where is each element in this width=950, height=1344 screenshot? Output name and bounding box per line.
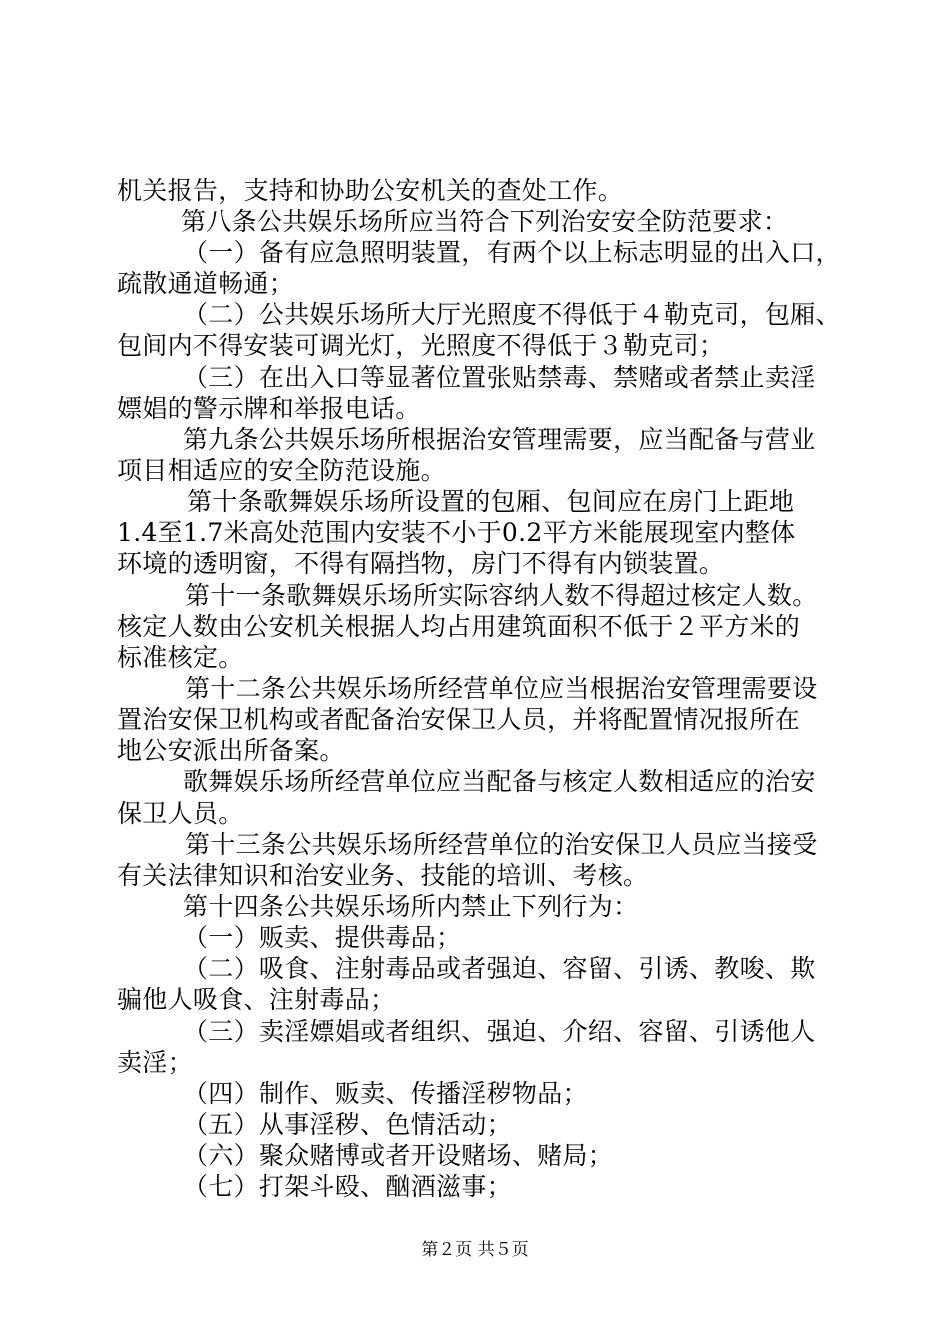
text-line: （四）制作、贩卖、传播淫秽物品； bbox=[183, 1079, 588, 1108]
text-line: 保卫人员。 bbox=[117, 799, 244, 828]
text-line: 第十四条公共娱乐场所内禁止下列行为： bbox=[183, 892, 639, 921]
text-line: （一）贩卖、提供毒品； bbox=[183, 923, 462, 952]
text-line: 卖淫； bbox=[117, 1048, 193, 1077]
text-line: 骗他人吸食、注射毒品； bbox=[117, 985, 396, 1014]
text-line: 有关法律知识和治安业务、技能的培训、考核。 bbox=[117, 861, 649, 890]
text-line: （七）打架斗殴、酗酒滋事； bbox=[183, 1172, 512, 1201]
text-line: （二）公共娱乐场所大厅光照度不得低于４勒克司，包厢、 bbox=[183, 300, 841, 329]
text-line: 项目相适应的安全防范设施。 bbox=[117, 456, 446, 485]
text-line: 机关报告，支持和协助公安机关的查处工作。 bbox=[117, 176, 624, 205]
text-line: （六）聚众赌博或者开设赌场、赌局； bbox=[183, 1141, 614, 1170]
text-line: （三）在出入口等显著位置张贴禁毒、禁赌或者禁止卖淫 bbox=[183, 363, 816, 392]
text-line: 第十一条歌舞娱乐场所实际容纳人数不得超过核定人数。 bbox=[185, 581, 818, 610]
text-line: 置治安保卫机构或者配备治安保卫人员，并将配置情况报所在 bbox=[117, 705, 801, 734]
text-line: （二）吸食、注射毒品或者强迫、容留、引诱、教唆、欺 bbox=[183, 954, 816, 983]
text-line: 歌舞娱乐场所经营单位应当配备与核定人数相适应的治安 bbox=[183, 767, 816, 796]
text-line: 嫖娼的警示牌和举报电话。 bbox=[117, 394, 421, 423]
text-line: 疏散通道畅通； bbox=[117, 269, 295, 298]
text-line: 第十条歌舞娱乐场所设置的包厢、包间应在房门上距地 bbox=[187, 487, 795, 516]
text-line: （三）卖淫嫖娼或者组织、强迫、介绍、容留、引诱他人 bbox=[183, 1017, 816, 1046]
text-line: （一）备有应急照明装置，有两个以上标志明显的出入口， bbox=[183, 238, 841, 267]
text-line: 第九条公共娱乐场所根据治安管理需要，应当配备与营业 bbox=[183, 425, 816, 454]
text-line: 环境的透明窗，不得有隔挡物，房门不得有内锁装置。 bbox=[117, 549, 725, 578]
text-line: （五）从事淫秽、色情活动； bbox=[183, 1110, 512, 1139]
text-line: 地公安派出所备案。 bbox=[117, 736, 345, 765]
page-number: 第２页 共５页 bbox=[421, 1240, 529, 1260]
text-line: 核定人数由公安机关根据人均占用建筑面积不低于２平方米的 bbox=[117, 612, 801, 641]
text-line: 第八条公共娱乐场所应当符合下列治安安全防范要求： bbox=[181, 207, 789, 236]
text-line: 标准核定。 bbox=[117, 643, 244, 672]
text-line: 第十二条公共娱乐场所经营单位应当根据治安管理需要设 bbox=[185, 674, 818, 703]
text-line: 包间内不得安装可调光灯，光照度不得低于３勒克司； bbox=[117, 331, 725, 360]
text-line: 1.4至1.7米高处范围内安装不小于0.2平方米能展现室内整体 bbox=[117, 518, 796, 547]
page-footer bbox=[0, 1239, 950, 1261]
text-line: 第十三条公共娱乐场所经营单位的治安保卫人员应当接受 bbox=[185, 830, 818, 859]
